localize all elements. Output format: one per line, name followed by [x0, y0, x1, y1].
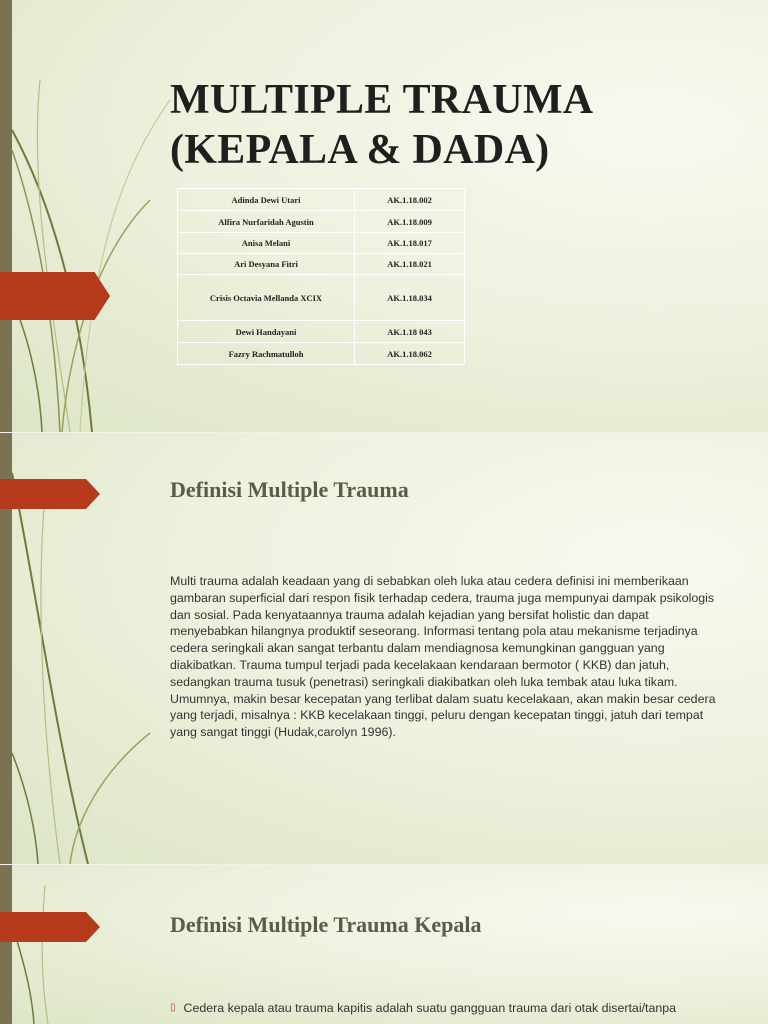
- table-row: [178, 275, 465, 321]
- member-name: Crisis Octavia Mellanda XCIX: [178, 275, 355, 321]
- bullet-text: Cedera kepala atau trauma kapitis adalah suatu gangguan trauma dari otak disertai/tanpa: [183, 1001, 677, 1015]
- section-heading: Definisi Multiple Trauma: [170, 477, 409, 502]
- members-table: [177, 188, 465, 365]
- member-id: AK.1.18.062: [355, 343, 465, 365]
- slide-marker-tab: [0, 912, 100, 942]
- table-row: [178, 343, 465, 365]
- table-row: [178, 211, 465, 233]
- title-line-2: (KEPALA & DADA): [170, 127, 550, 173]
- table-row: [178, 321, 465, 343]
- slide-definition: [0, 433, 768, 864]
- member-id: AK.1.18.009: [355, 211, 465, 233]
- member-id: AK.1.18.002: [355, 189, 465, 211]
- member-name: Ari Desyana Fitri: [178, 254, 355, 275]
- bullet-item: [170, 1001, 730, 1015]
- member-name: Alfira Nurfaridah Agustin: [178, 211, 355, 233]
- bullet-marker-icon: ▯: [170, 1002, 176, 1013]
- member-name: Anisa Melani: [178, 233, 355, 254]
- table-row: [178, 254, 465, 275]
- member-name: Dewi Handayani: [178, 321, 355, 343]
- member-id: AK.1.18.034: [355, 275, 465, 321]
- definition-paragraph: Multi trauma adalah keadaan yang di sebabkan oleh luka atau cedera definisi ini memberikaan gambaran superficial dari respon fisik terhadap cedera, trauma juga mempunyai dampak psikologis dan sosial. Pada kenyataannya trauma adalah kejadian yang bersifat holistic dan dapat menyebabkan hilangnya produktif seseorang. Informasi tentang pola atau mekanisme terjadinya cedera seringkali akan sangat terbantu dalam mendiagnosa kemungkinan gangguan yang diakibatkan. Trauma tumpul terjadi pada kecelakaan kendaraan bermotor ( KKB) dan jatuh, sedangkan trauma tusuk (penetrasi) seringkali diakibatkan oleh luka tembak atau luka tikam. Umumnya, makin besar kecepatan yang terlibat dalam suatu kecelakaan, akan makin besar cedera yang terjadi, misalnya : KKB kecelakaan tinggi, peluru dengan kecepatan tinggi, jatuh dari tempat yang sangat tinggi (Hudak,carolyn 1996).: [170, 574, 716, 740]
- member-id: AK.1.18.021: [355, 254, 465, 275]
- table-row: [178, 233, 465, 254]
- member-id: AK.1.18.017: [355, 233, 465, 254]
- swirl-decoration-icon: [0, 0, 200, 432]
- member-name: Fazry Rachmatulloh: [178, 343, 355, 365]
- slide-head-trauma: [0, 865, 768, 1024]
- slide-marker-tab: [0, 272, 110, 320]
- section-heading: Definisi Multiple Trauma Kepala: [170, 912, 482, 937]
- member-id: AK.1.18 043: [355, 321, 465, 343]
- table-row: [178, 189, 465, 211]
- slide-marker-tab: [0, 479, 100, 509]
- title-line-1: MULTIPLE TRAUMA: [170, 77, 594, 123]
- page-title: [170, 75, 593, 175]
- member-name: Adinda Dewi Utari: [178, 189, 355, 211]
- slide-title: [0, 0, 768, 432]
